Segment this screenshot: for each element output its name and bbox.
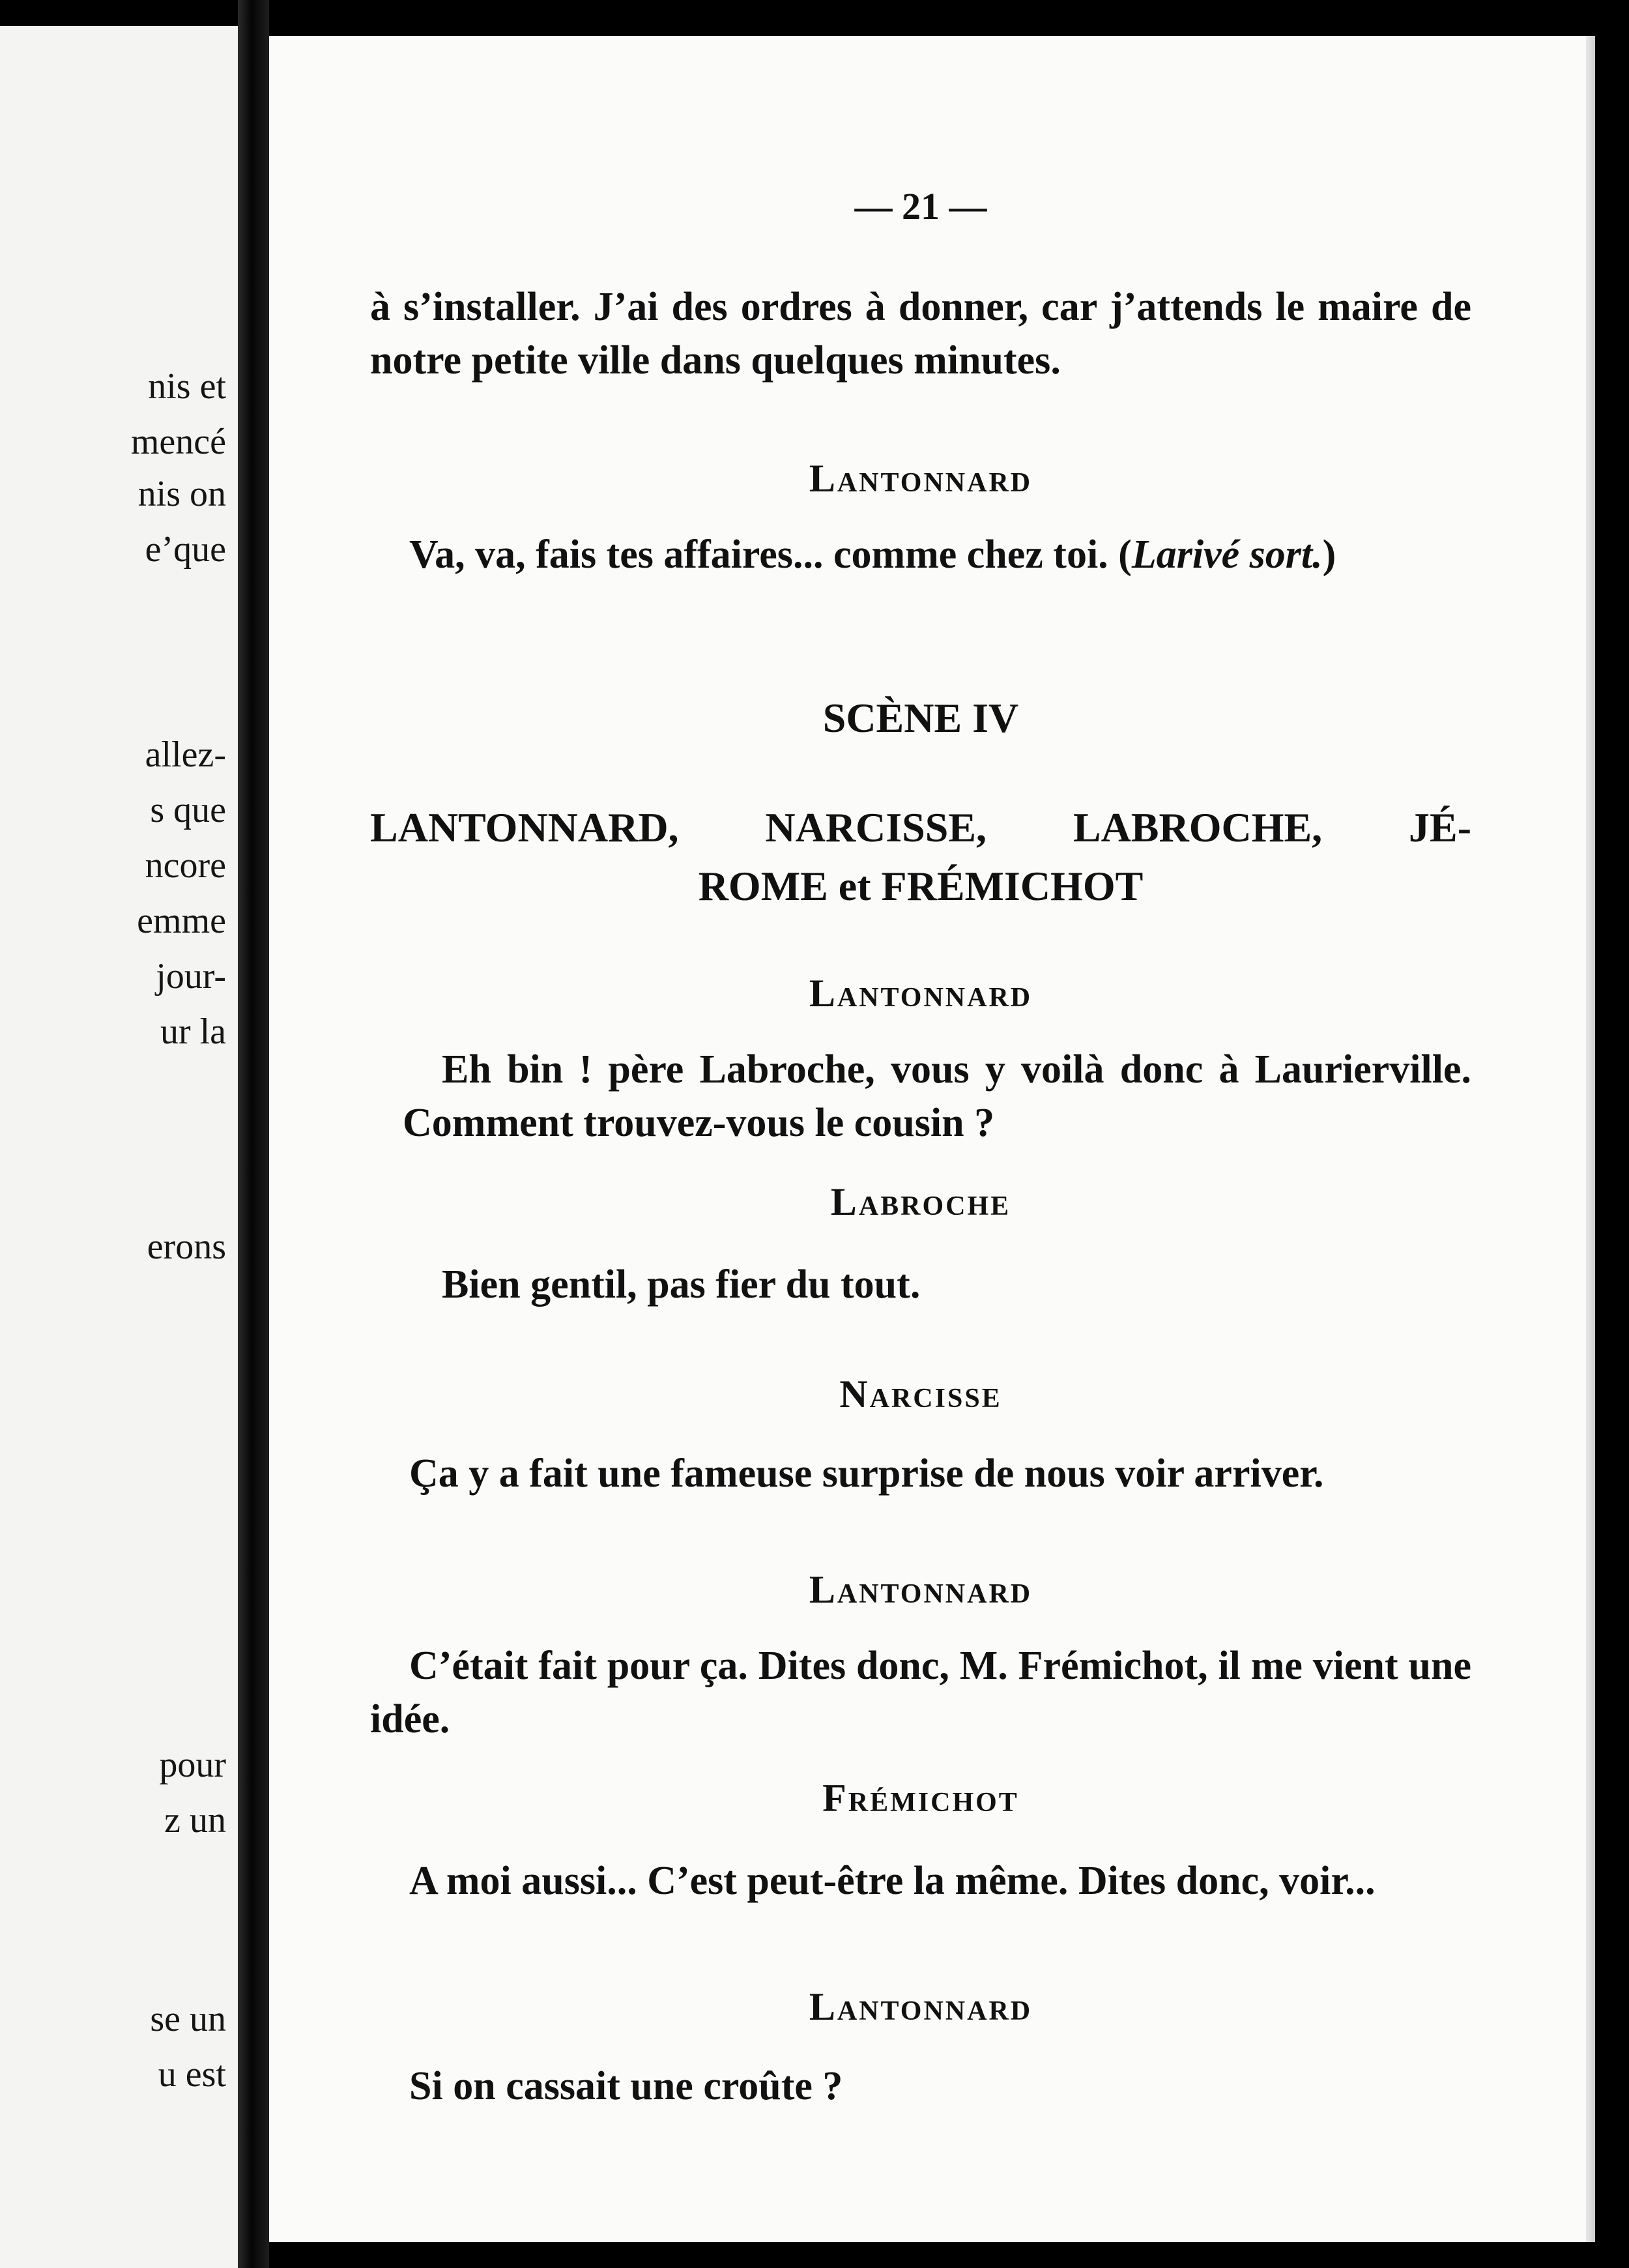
- dialogue-text: Eh bin ! père Labroche, vous y voilà donc à Laurierville. Comment trouvez-vous le cousin ?: [403, 1047, 1471, 1145]
- cast-line: LANTONNARD, NARCISSE, LABROCHE, JÉ-: [370, 804, 1471, 850]
- left-page-line: erons: [147, 1227, 226, 1267]
- dialogue-text: Va, va, fais tes affaires... comme chez toi. (: [409, 532, 1132, 577]
- left-page-line: ur la: [160, 1011, 226, 1052]
- paragraph: [370, 2059, 1471, 2113]
- left-page-line: pour: [159, 1745, 226, 1785]
- speaker-name: Lantonnard: [809, 457, 1033, 500]
- paragraph: [403, 1043, 1471, 1150]
- speaker-name: Narcisse: [839, 1373, 1002, 1416]
- left-page-line: e’que: [145, 529, 226, 570]
- cast-list: [370, 798, 1471, 916]
- book-gutter: [238, 0, 269, 2268]
- speaker-name: Labroche: [830, 1180, 1011, 1223]
- left-page-line: mencé: [130, 422, 226, 462]
- scene-title: SCÈNE IV: [822, 695, 1019, 741]
- left-page-line: jour-: [156, 956, 226, 996]
- speaker-name: Lantonnard: [809, 1568, 1033, 1611]
- speaker-name: Lantonnard: [809, 1985, 1033, 2028]
- dialogue-text: C’était fait pour ça. Dites donc, M. Frémichot, il me vient une idée.: [370, 1644, 1471, 1741]
- stage-direction: Larivé sort.: [1131, 532, 1323, 577]
- left-page-line: allez-: [145, 734, 226, 775]
- left-page-line: nis et: [148, 366, 226, 407]
- left-page-line: s que: [150, 790, 226, 830]
- paragraph: [370, 1639, 1471, 1746]
- dialogue-text: A moi aussi... C’est peut-être la même. Dites donc, voir...: [409, 1859, 1376, 1903]
- left-page-line: ncore: [145, 845, 226, 886]
- left-page-line: u est: [158, 2054, 226, 2095]
- paragraph: [370, 1854, 1471, 1908]
- left-page-line: se un: [150, 1999, 226, 2039]
- right-page: [269, 36, 1595, 2242]
- left-page-line: nis on: [137, 474, 226, 514]
- left-facing-page: [0, 26, 238, 2268]
- left-page-line: z un: [164, 1800, 226, 1840]
- speaker-name: Lantonnard: [809, 972, 1033, 1015]
- dialogue-text: Bien gentil, pas fier du tout.: [442, 1262, 921, 1307]
- paragraph: [370, 1447, 1471, 1500]
- speaker-name: Frémichot: [822, 1777, 1019, 1820]
- cast-line: ROME et FRÉMICHOT: [698, 863, 1144, 909]
- paragraph: [403, 1258, 1471, 1311]
- dialogue-text: Ça y a fait une fameuse surprise de nous voir arriver.: [409, 1451, 1324, 1496]
- page-number: — 21 —: [854, 185, 987, 227]
- paragraph: à s’installer. J’ai des ordres à donner, car j’attends le maire de notre petite ville dans quelques minutes.: [370, 285, 1471, 383]
- stage-close: ): [1322, 532, 1336, 577]
- left-page-line: emme: [137, 901, 226, 941]
- paragraph: [370, 528, 1471, 581]
- dialogue-text: Si on cassait une croûte ?: [409, 2064, 843, 2108]
